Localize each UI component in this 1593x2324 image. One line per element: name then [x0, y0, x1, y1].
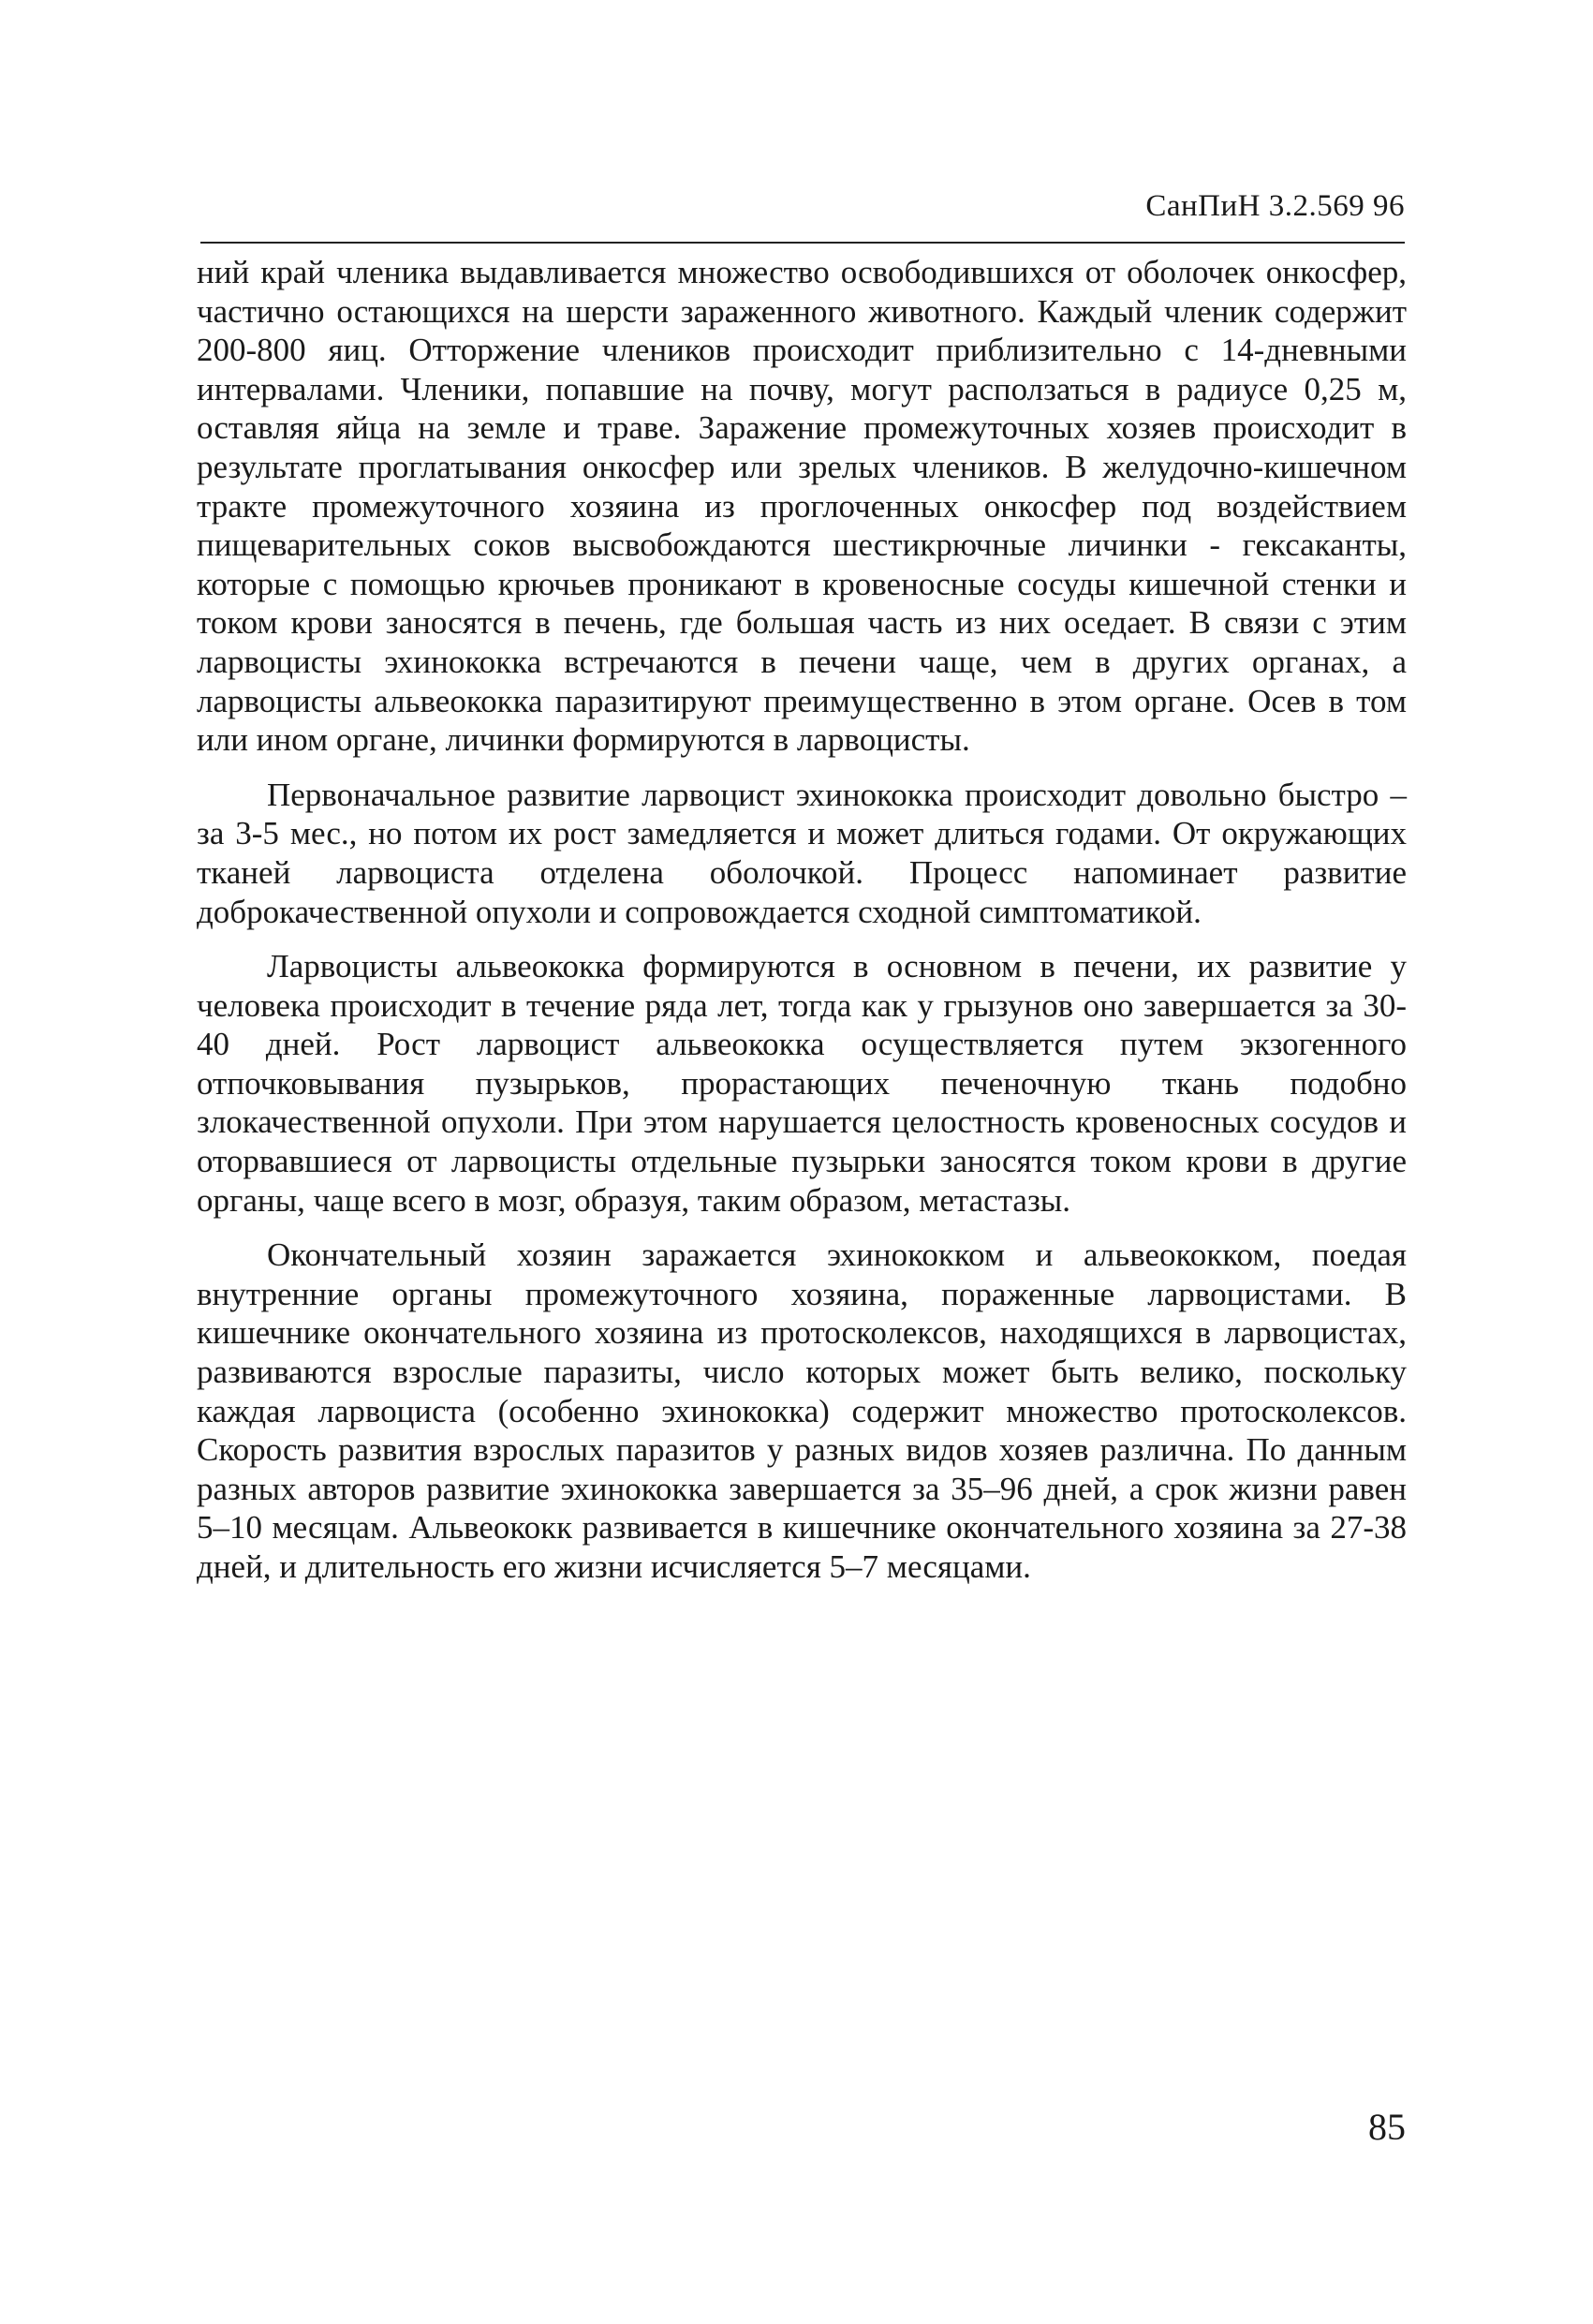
- page-number: 85: [1368, 2106, 1406, 2148]
- paragraph: Окончательный хозяин заражается эхинококком и альвеококком, поедая внутренние органы промежуточного хозяина, пораженные ларвоцистами. В кишечнике окончательного хозяина из протосколексов, находящихся в ларвоцистах, развиваются взрослые паразиты, число которых может быть велико, поскольку каждая ларвоциста (особенно эхинококка) содержит множество протосколексов. Скорость развития взрослых паразитов у разных видов хозяев различна. По данным разных авторов развитие эхинококка завершается за 35–96 дней, а срок жизни равен 5–10 месяцам. Альвеококк развивается в кишечнике окончательного хозяина за 27-38 дней, и длительность его жизни исчисляется 5–7 месяцами.: [197, 1236, 1407, 1585]
- paragraph: Ларвоцисты альвеококка формируются в основном в печени, их развитие у человека происходит в течение ряда лет, тогда как у грызунов оно завершается за 30-40 дней. Рост ларвоцист альвеококка осуществляется путем экзогенного отпочковывания пузырьков, прорастающих печеночную ткань подобно злокачественной опухоли. При этом нарушается целостность кровеносных сосудов и оторвавшиеся от ларвоцисты отдельные пузырьки заносятся током крови в другие органы, чаще всего в мозг, образуя, таким образом, метастазы.: [197, 948, 1407, 1219]
- body-text: [197, 253, 1407, 1587]
- paragraph: Первоначальное развитие ларвоцист эхинококка происходит довольно быстро – за 3-5 мес., но потом их рост замедляется и может длиться годами. От окружающих тканей ларвоциста отделена оболочкой. Процесс напоминает развитие доброкачественной опухоли и сопровождается сходной симптоматикой.: [197, 776, 1407, 930]
- paragraph-continuation: ний край членика выдавливается множество освободившихся от оболочек онкосфер, частично остающихся на шерсти зараженного животного. Каждый членик содержит 200-800 яиц. Отторжение члеников происходит приблизительно с 14-дневными интервалами. Членики, попавшие на почву, могут расползаться в радиусе 0,25 м, оставляя яйца на земле и траве. Заражение промежуточных хозяев происходит в результате проглатывания онкосфер или зрелых члеников. В желудочно-кишечном тракте промежуточного хозяина из проглоченных онкосфер под воздействием пищеварительных соков высвобождаются шестикрючные личинки - гексаканты, которые с помощью крючьев проникают в кровеносные сосуды кишечной стенки и током крови заносятся в печень, где большая часть из них оседает. В связи с этим ларвоцисты эхинококка встречаются в печени чаще, чем в других органах, а ларвоцисты альвеококка паразитируют преимущественно в этом органе. Осев в том или ином органе, личинки формируются в ларвоцисты.: [197, 254, 1407, 759]
- running-title: СанПиН 3.2.569 96: [1145, 189, 1405, 223]
- running-header: [200, 184, 1405, 244]
